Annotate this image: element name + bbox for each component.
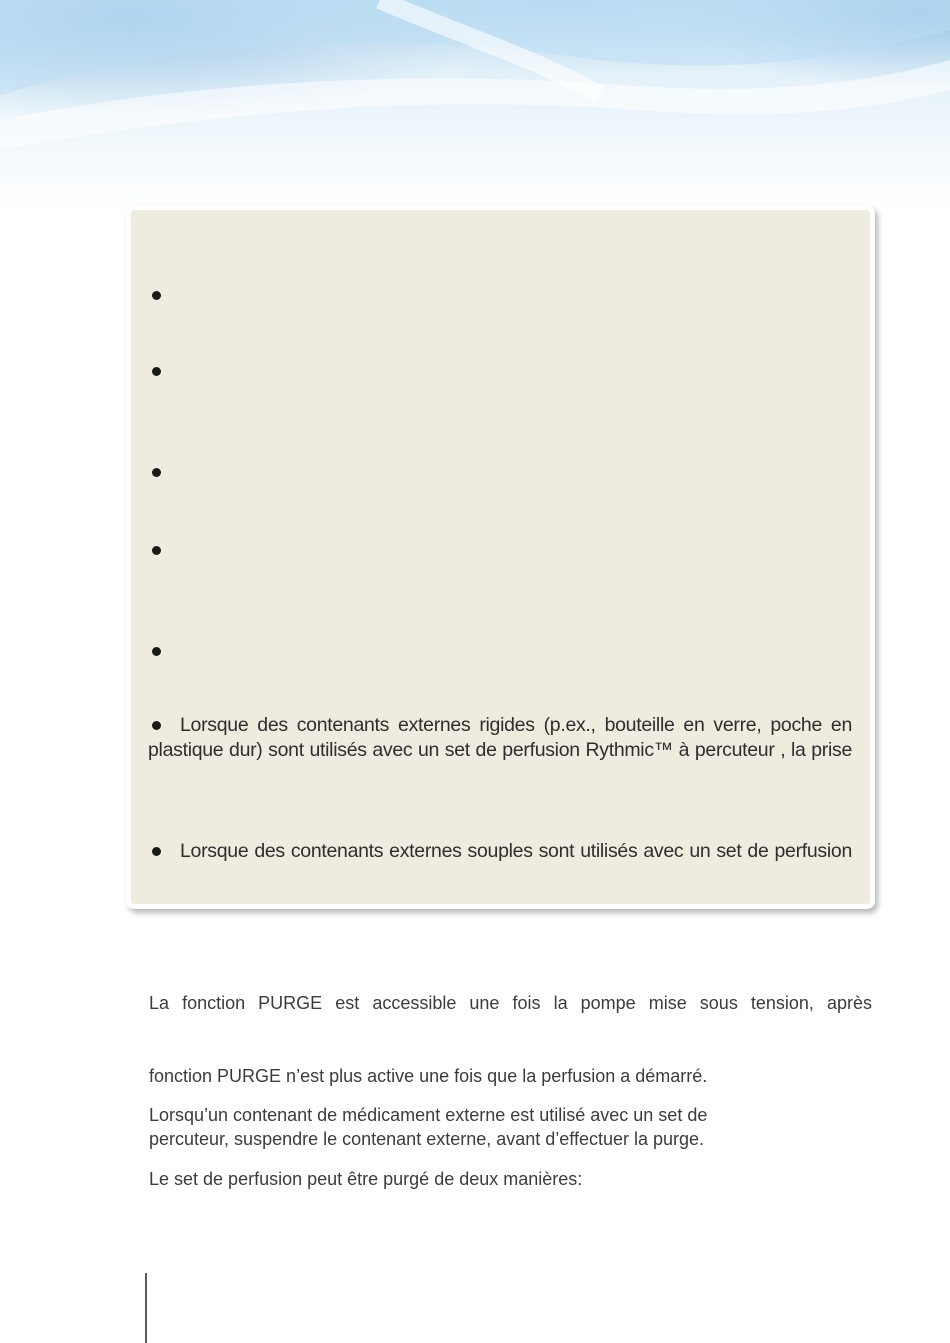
paragraph-purge-line1: La fonction PURGE est accessible une fois la pompe mise sous tension, après: [149, 993, 872, 1013]
bullet-1: [152, 291, 161, 300]
bullet-5: [152, 647, 161, 656]
bullet-4: [152, 546, 161, 555]
note-box: [126, 205, 875, 909]
paragraph-two-ways: Le set de perfusion peut être purgé de deux manières:: [149, 1169, 583, 1189]
paragraph-external-line2: percuteur, suspendre le contenant externe, avant d’effectuer la purge.: [149, 1129, 705, 1149]
bullet-7: [152, 847, 161, 856]
bullet-3: [152, 468, 161, 477]
margin-rule: [145, 1273, 147, 1343]
bullet-6: [152, 721, 161, 730]
bullet-6-text-line1: Lorsque des contenants externes rigides (p.ex., bouteille en verre, poche en: [180, 714, 852, 736]
paragraph-external-line1: Lorsqu’un contenant de médicament externe est utilisé avec un set de: [149, 1105, 708, 1125]
header-decorative-band: [0, 0, 950, 210]
bullet-7-text-line1: Lorsque des contenants externes souples sont utilisés avec un set de perfusion: [180, 840, 852, 862]
header-wave-graphic: [0, 0, 950, 210]
paragraph-purge-line2: fonction PURGE n’est plus active une fois que la perfusion a démarré.: [149, 1066, 708, 1086]
bullet-6-text-line2: plastique dur) sont utilisés avec un set de perfusion Rythmic™ à percuteur , la prise: [148, 739, 852, 761]
bullet-2: [152, 367, 161, 376]
